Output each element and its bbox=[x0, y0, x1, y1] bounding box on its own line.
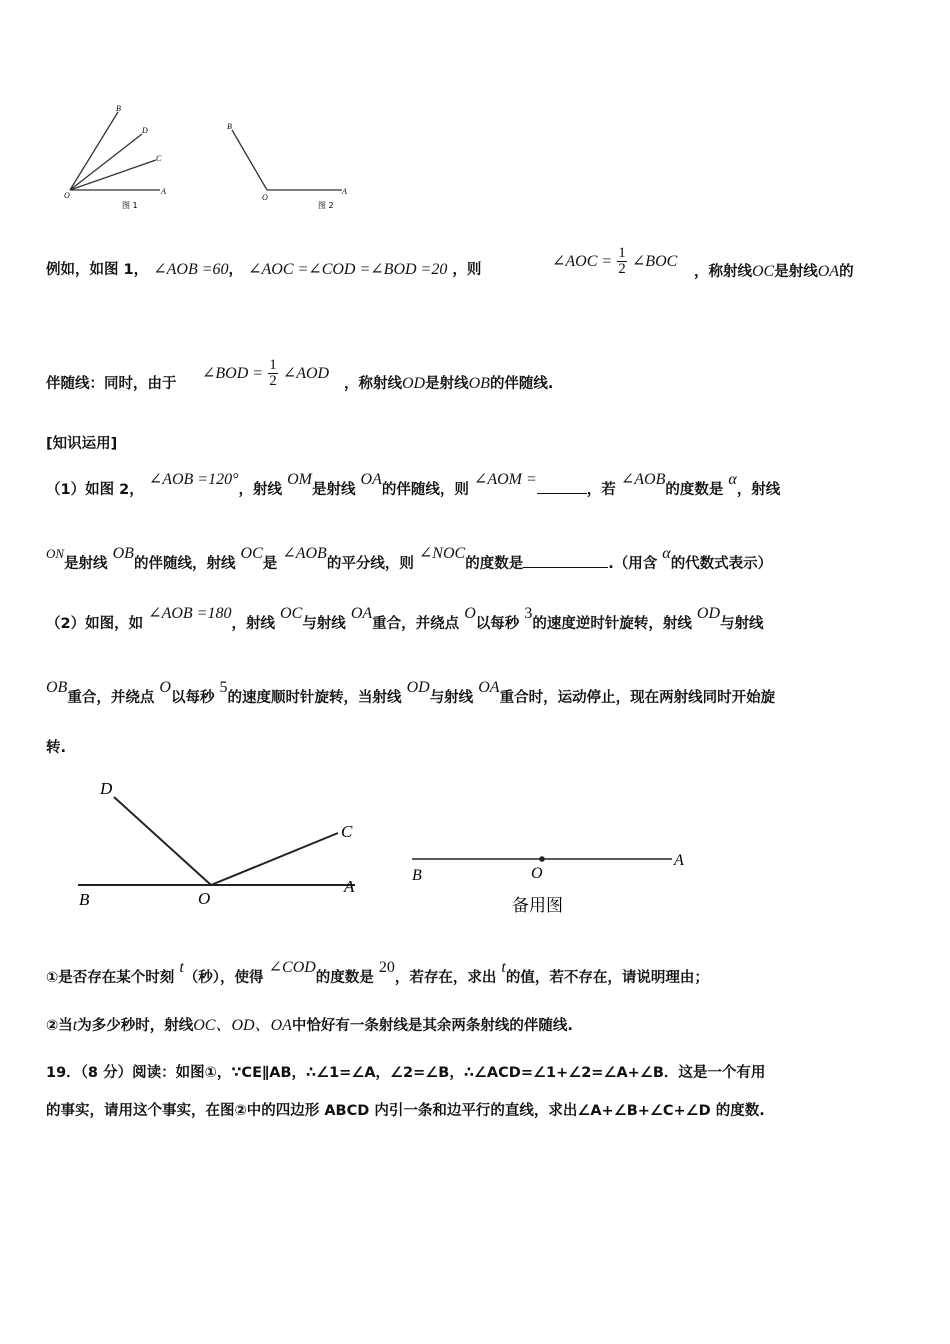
answer-blank-aom[interactable] bbox=[537, 493, 587, 494]
math-aob-60: ∠AOB =60 bbox=[153, 261, 229, 278]
text: 与射线 bbox=[302, 616, 346, 632]
text: ，若 bbox=[586, 482, 616, 498]
text: （2）如图，如 bbox=[46, 616, 144, 632]
fig2-caption: 图 2 bbox=[318, 201, 334, 210]
math-left: ∠AOC = bbox=[552, 253, 613, 270]
point-o: O bbox=[159, 679, 171, 696]
text: 的代数式表示） bbox=[670, 556, 773, 572]
q2-line-1 bbox=[46, 605, 764, 633]
q19-line-1: 19．（8 分）阅读：如图①，∵CE∥AB，∴∠1=∠A，∠2=∠B，∴∠ACD=∠1+∠2=∠A+∠B．这是一个有用 bbox=[46, 1065, 766, 1081]
symbol-alpha: α bbox=[728, 471, 737, 488]
ray-oa: OA bbox=[350, 605, 373, 622]
ray-od: OD bbox=[406, 679, 430, 696]
number-3: 3 bbox=[524, 605, 533, 622]
ray-oa: OA bbox=[478, 679, 500, 696]
ray-ob: OB bbox=[112, 545, 134, 562]
math-noc: ∠NOC bbox=[418, 545, 466, 562]
text: 为多少秒时，射线 bbox=[77, 1018, 194, 1034]
point-o: O bbox=[464, 605, 476, 622]
text: ②当 bbox=[46, 1018, 73, 1034]
fraction-half-2 bbox=[268, 358, 278, 389]
math-aoc-half-boc bbox=[552, 246, 677, 277]
fig1-label-b: B bbox=[116, 104, 121, 113]
var-t: t bbox=[179, 959, 184, 976]
text: 的度数是 bbox=[465, 556, 524, 572]
point-o-dot bbox=[539, 856, 545, 862]
label-a: A bbox=[344, 877, 355, 896]
fig2-label-a: A bbox=[342, 187, 347, 196]
example-intro: 例如，如图 1， bbox=[46, 262, 149, 278]
ray-oa: OA bbox=[817, 263, 840, 280]
math-aob-120: ∠AOB =120° bbox=[148, 471, 239, 488]
text: 是射线 bbox=[425, 376, 469, 392]
var-t: t bbox=[72, 1017, 78, 1034]
text-call: ，称射线 bbox=[694, 264, 752, 280]
text: ，射线 bbox=[238, 482, 282, 498]
label-a: A bbox=[674, 852, 684, 869]
text: ①是否存在某个时刻 bbox=[46, 970, 175, 986]
math-aom: ∠AOM = bbox=[473, 471, 537, 488]
section-heading: [知识运用] bbox=[46, 436, 118, 452]
text: 是射线 bbox=[311, 482, 356, 498]
text: 的伴随线，则 bbox=[381, 482, 469, 498]
label-o: O bbox=[531, 865, 543, 882]
sep: ， bbox=[228, 262, 244, 278]
ray-oc-line bbox=[211, 833, 338, 885]
figure-spare bbox=[400, 845, 700, 920]
math-right: ∠AOD bbox=[282, 365, 330, 382]
ray-ob: OB bbox=[468, 375, 490, 392]
spare-caption: 备用图 bbox=[512, 896, 563, 916]
text: 中恰好有一条射线是其余两条射线的伴随线. bbox=[291, 1018, 573, 1034]
text-companion: 伴随线：同时，由于 bbox=[46, 376, 177, 392]
text: 的速度顺时针旋转，当射线 bbox=[227, 690, 402, 706]
ray-oa: OA bbox=[360, 471, 382, 488]
figure-2 bbox=[232, 130, 342, 190]
label-d: D bbox=[100, 779, 113, 798]
text: .（用含 bbox=[608, 556, 658, 572]
math-right: ∠BOC bbox=[631, 253, 678, 270]
ray-od: OD bbox=[696, 605, 721, 622]
fig1-caption: 图 1 bbox=[122, 201, 138, 210]
frac-num: 1 bbox=[618, 245, 626, 261]
text: 与射线 bbox=[429, 690, 474, 706]
fig1-label-d: D bbox=[142, 126, 148, 135]
text-of: 的 bbox=[839, 264, 854, 280]
sub-question-1 bbox=[46, 959, 709, 987]
q1-line-1 bbox=[46, 471, 781, 499]
text: 的度数是 bbox=[665, 482, 724, 498]
fig1-label-c: C bbox=[156, 154, 162, 163]
math-aob: ∠AOB bbox=[282, 545, 327, 562]
frac-num: 1 bbox=[269, 357, 277, 373]
text: 的伴随线. bbox=[489, 376, 554, 392]
label-c: C bbox=[341, 822, 353, 841]
top-figures bbox=[60, 100, 370, 215]
ray-oc: OC bbox=[280, 605, 303, 622]
text-then: ，则 bbox=[452, 262, 482, 278]
ray-om: OM bbox=[287, 471, 312, 488]
text: 的度数是 bbox=[315, 970, 374, 986]
ray-oc: OC bbox=[752, 263, 775, 280]
symbol-alpha: α bbox=[662, 545, 671, 562]
fig2-label-o: O bbox=[262, 193, 268, 202]
text: ，若存在，求出 bbox=[394, 970, 497, 986]
q2-line-2 bbox=[46, 679, 776, 707]
math-aob: ∠AOB bbox=[620, 471, 666, 488]
label-b: B bbox=[412, 867, 422, 884]
frac-den: 2 bbox=[269, 373, 277, 389]
text: 以每秒 bbox=[170, 690, 215, 706]
example-line-1-tail bbox=[694, 260, 854, 281]
text: 与射线 bbox=[720, 616, 764, 632]
text: 的速度逆时针旋转，射线 bbox=[532, 616, 692, 632]
q19-line-2: 的事实，请用这个事实，在图②中的四边形 ABCD 内引一条和边平行的直线，求出∠A+∠B+∠C+∠D 的度数. bbox=[46, 1103, 765, 1119]
rays-list: OC、OD、OA bbox=[193, 1017, 292, 1034]
math-aoc-cod-bod: ∠AOC =∠COD =∠BOD =20 bbox=[248, 261, 448, 278]
ray-od: OD bbox=[402, 375, 426, 392]
math-aob-180: ∠AOB =180 bbox=[148, 605, 232, 622]
figure-1 bbox=[70, 112, 160, 190]
sub-question-2 bbox=[46, 1012, 573, 1035]
math-bod-half-aod bbox=[202, 358, 329, 389]
number-5: 5 bbox=[219, 679, 228, 696]
math-left: ∠BOD = bbox=[202, 365, 264, 382]
text: 的值，若不存在，请说明理由； bbox=[505, 970, 709, 986]
frac-den: 2 bbox=[618, 261, 626, 277]
var-t: t bbox=[501, 959, 506, 976]
label-o: O bbox=[198, 889, 211, 908]
number-20: 20 bbox=[378, 959, 395, 976]
fraction-half bbox=[617, 246, 627, 277]
text: 以每秒 bbox=[475, 616, 520, 632]
text: （秒），使得 bbox=[183, 970, 264, 986]
text: 重合时，运动停止，现在两射线同时开始旋 bbox=[499, 690, 776, 706]
text-is: 是射线 bbox=[774, 264, 818, 280]
q1-line-2 bbox=[46, 545, 773, 573]
text: 的平分线，则 bbox=[326, 556, 414, 572]
ray-od-line bbox=[114, 797, 211, 885]
q2-line-3: 转. bbox=[46, 740, 67, 756]
text: ，射线 bbox=[231, 616, 275, 632]
figure-rotation bbox=[70, 775, 390, 915]
text: ，称射线 bbox=[344, 376, 402, 392]
ray-on: ON bbox=[46, 546, 65, 561]
text: 重合，并绕点 bbox=[372, 616, 460, 632]
fig2-label-b: B bbox=[227, 122, 232, 131]
example-line-2 bbox=[46, 372, 177, 393]
text: 是 bbox=[262, 556, 278, 572]
answer-blank-noc[interactable] bbox=[523, 567, 608, 568]
fig1-label-o: O bbox=[64, 191, 70, 200]
text: （1）如图 2， bbox=[46, 482, 144, 498]
label-b: B bbox=[79, 890, 90, 909]
text: 的伴随线，射线 bbox=[133, 556, 236, 572]
math-cod: ∠COD bbox=[268, 959, 316, 976]
text: 是射线 bbox=[64, 556, 108, 572]
ray-ob: OB bbox=[46, 679, 68, 696]
text: 重合，并绕点 bbox=[67, 690, 155, 706]
fig1-label-a: A bbox=[161, 187, 166, 196]
ray-oc: OC bbox=[240, 545, 263, 562]
example-line-1 bbox=[46, 258, 481, 279]
example-line-2-tail bbox=[344, 372, 553, 393]
text: ，射线 bbox=[736, 482, 781, 498]
